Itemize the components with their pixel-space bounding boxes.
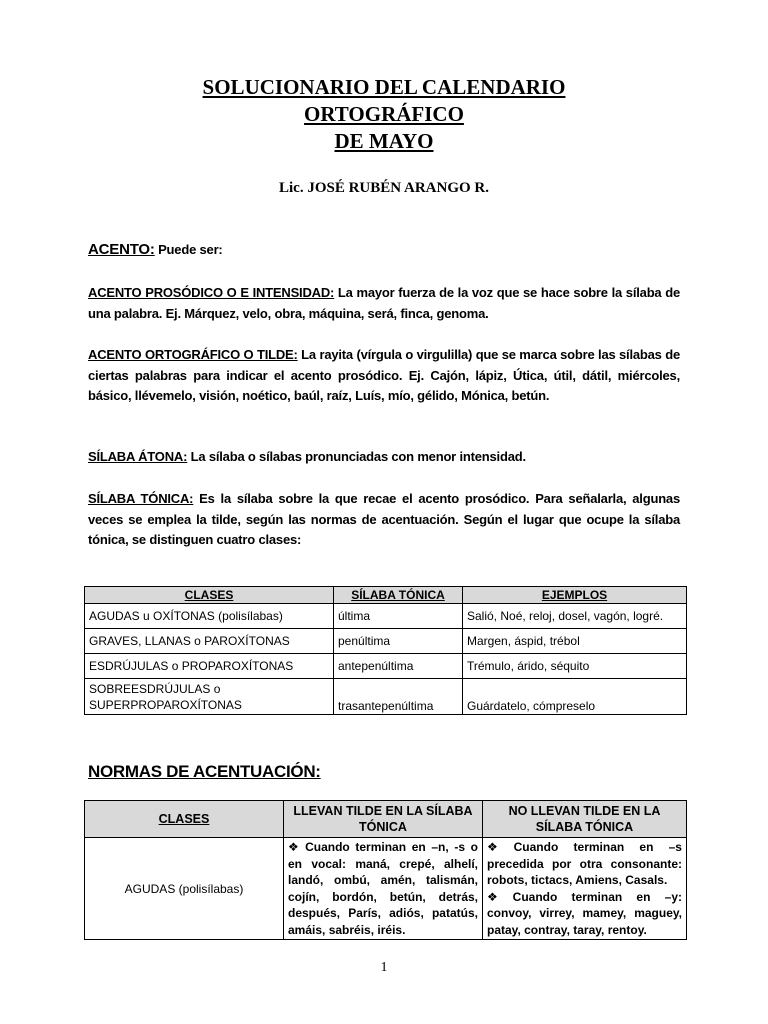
acento-text: Puede ser: xyxy=(154,242,223,257)
normas-heading: NORMAS DE ACENTUACIÓN: xyxy=(88,762,321,781)
no-llevan-item xyxy=(487,889,682,939)
silaba-tonica-table xyxy=(84,586,687,715)
header-clases: CLASES xyxy=(85,801,284,838)
header-ejemplos: EJEMPLOS xyxy=(463,587,687,604)
cell-llevan-tilde xyxy=(284,838,483,940)
cell-ejemplos: Trémulo, árido, séquito xyxy=(463,654,687,679)
title-line-2: ORTOGRÁFICO xyxy=(304,102,464,126)
cell-clase: GRAVES, LLANAS o PAROXÍTONAS xyxy=(85,629,334,654)
header-clases: CLASES xyxy=(85,587,334,604)
header-no-llevan-tilde: NO LLEVAN TILDE EN LA SÍLABA TÓNICA xyxy=(483,801,687,838)
document-title xyxy=(0,74,768,155)
normas-table xyxy=(84,800,687,940)
table-row xyxy=(85,604,687,629)
diamond-bullet-icon: ❖ xyxy=(487,889,509,904)
prosodico-text: La mayor fuerza de la voz que se hace sobre la sílaba de una palabra. Ej. Márquez, velo, obra, máquina, será, finca, genoma. xyxy=(88,285,681,321)
no-llevan-item xyxy=(487,839,682,889)
prosodico-term: ACENTO PROSÓDICO O E INTENSIDAD: xyxy=(88,285,335,300)
tonica-paragraph xyxy=(88,489,680,551)
page-number: 1 xyxy=(380,960,388,975)
acento-term: ACENTO: xyxy=(88,241,155,258)
ortografico-text: La rayita (vírgula o virgulilla) que se marca sobre las sílabas de ciertas palabras para indicar el acento prosódico. Ej. Cajón, lápiz, Útica, útil, dátil, miércoles, básico, llévemelo, visión, noético, baúl, raíz, Luís, mío, gélido, Mónica, betún. xyxy=(88,347,680,403)
cell-clase: AGUDAS u OXÍTONAS (polisílabas) xyxy=(85,604,334,629)
cell-no-llevan-tilde xyxy=(483,838,687,940)
table-row xyxy=(85,838,687,940)
cell-ejemplos: Salió, Noé, reloj, dosel, vagón, logré. xyxy=(463,604,687,629)
cell-clase: AGUDAS (polisílabas) xyxy=(85,838,284,940)
cell-clase-line-2: SUPERPROPAROXÍTONAS xyxy=(89,697,242,712)
atona-term: SÍLABA ÁTONA: xyxy=(88,449,188,464)
acento-paragraph xyxy=(88,240,680,261)
no-llevan-text-2: Cuando terminan en –y: convoy, virrey, mamey, maguey, patay, contray, taray, rentoy. xyxy=(487,889,683,937)
cell-ejemplos: Guárdatelo, cómpreselo xyxy=(463,679,687,715)
table-header-row xyxy=(85,587,687,604)
cell-ejemplos: Margen, áspid, trébol xyxy=(463,629,687,654)
tonica-text: Es la sílaba sobre la que recae el acento prosódico. Para señalarla, algunas veces se emplea la tilde, según las normas de acentuación. Según el lugar que ocupe la sílaba tónica, se distinguen cuatro clases: xyxy=(88,491,680,547)
diamond-bullet-icon: ❖ xyxy=(288,840,302,854)
prosodico-paragraph xyxy=(88,283,680,324)
title-line-3: DE MAYO xyxy=(334,129,434,153)
table-row xyxy=(85,629,687,654)
ortografico-paragraph xyxy=(88,345,680,407)
diamond-bullet-icon: ❖ xyxy=(487,840,510,854)
header-silaba-tonica: SÍLABA TÓNICA xyxy=(334,587,463,604)
table-row xyxy=(85,654,687,679)
ortografico-term: ACENTO ORTOGRÁFICO O TILDE: xyxy=(88,347,298,362)
title-line-1: SOLUCIONARIO DEL CALENDARIO xyxy=(202,75,566,99)
cell-silaba: antepenúltima xyxy=(334,654,463,679)
no-llevan-text-1: Cuando terminan en –s precedida por otra consonante: robots, tictacs, Amiens, Casals. xyxy=(487,840,682,887)
table-header-row xyxy=(85,801,687,838)
tonica-term: SÍLABA TÓNICA: xyxy=(88,491,194,506)
cell-clase-line-1: SOBREESDRÚJULAS o xyxy=(89,681,221,696)
atona-text: La sílaba o sílabas pronunciadas con menor intensidad. xyxy=(187,449,526,464)
author-line: Lic. JOSÉ RUBÉN ARANGO R. xyxy=(278,180,490,196)
cell-silaba: penúltima xyxy=(334,629,463,654)
table-row xyxy=(85,679,687,715)
cell-silaba: trasantepenúltima xyxy=(334,679,463,715)
cell-clase: ESDRÚJULAS o PROPAROXÍTONAS xyxy=(85,654,334,679)
header-llevan-tilde: LLEVAN TILDE EN LA SÍLABA TÓNICA xyxy=(284,801,483,838)
atona-paragraph xyxy=(88,447,680,468)
llevan-text: Cuando terminan en –n, -s o en vocal: maná, crepé, alhelí, landó, ombú, amén, talismán, cojín, bordón, betún, detrás, después, París, adiós, patatús, amáis, sabréis, iréis. xyxy=(288,840,478,937)
cell-silaba: última xyxy=(334,604,463,629)
cell-clase xyxy=(85,679,334,715)
